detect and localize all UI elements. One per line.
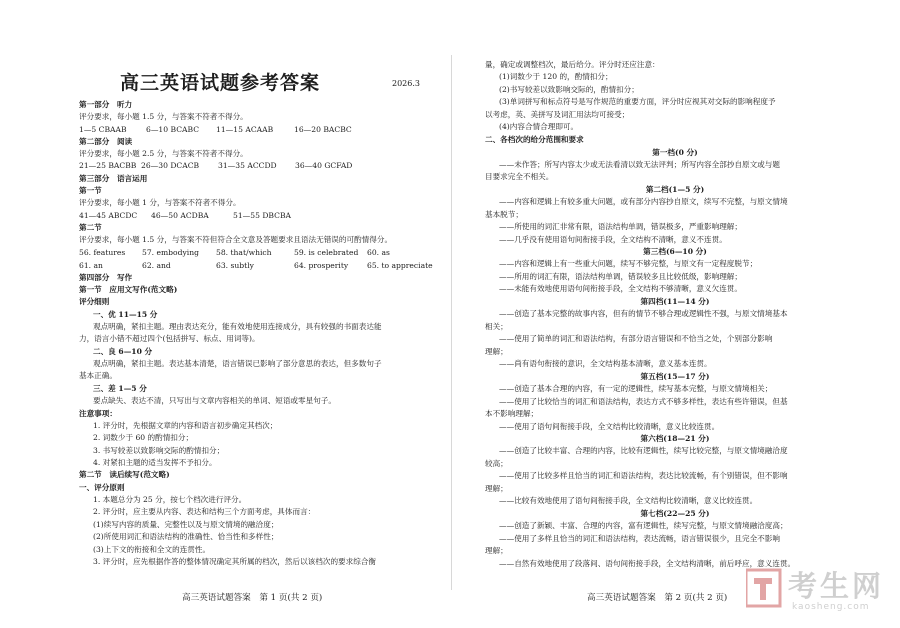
note-item: 1. 评分时，先根据文章的内容和语言初步确定其档次； [93, 421, 278, 430]
section-3-answers-row-1 [79, 248, 390, 258]
band-4-heading: 第四档(11—14 分) [640, 297, 710, 306]
section-2-rule: 评分要求，每小题 2.5 分，与答案不符者不得分。 [79, 149, 248, 158]
principle-item: 1. 本题总分为 25 分，按七个档次进行评分。 [93, 495, 247, 504]
band-6-line: ——使用了比较多样且恰当的词汇和语法结构，表达比较流畅，有个别错误，但不影响 [499, 471, 788, 480]
section-1-heading: 第一部分 听力 [79, 100, 133, 109]
answer-group: 41—45 ABCDC [79, 211, 138, 220]
section-3-part-2: 第二节 [79, 223, 102, 232]
band-7-heading: 第七档(22—25 分) [640, 509, 710, 518]
band-4-line: 相关； [485, 322, 508, 331]
intro-line: 量，确定或调整档次，最后给分。评分时还应注意： [485, 60, 660, 69]
answer-group: 21—25 BACBB [79, 161, 137, 170]
section-3-rule-2: 评分要求，每小题 1.5 分，与答案不符但符合全文意及答题要求且语法无错误的可酌情得分。 [79, 235, 393, 244]
band-6-line: ——比较有效地使用了语句间衔接手段，全文结构比较清晰，意义比较连贯。 [499, 496, 758, 505]
band-6-line: 理解； [485, 484, 508, 493]
grade-good-desc: 基本正确。 [79, 371, 117, 380]
answer-group: 31—35 ACCDD [218, 161, 277, 170]
band-1-heading: 第一档(0 分) [652, 148, 698, 157]
band-6-line: 较高； [485, 459, 508, 468]
band-7-line: ——自然有效地使用了段落间、语句间衔接手段，全文结构清晰，前后呼应，意义连贯。 [499, 559, 796, 568]
intro-line: 以考虑，英、美拼写及词汇用法均可接受； [485, 110, 630, 119]
principle-item: 2. 评分时，应主要从内容、表达和结构三个方面考虑，具体而言： [93, 507, 316, 516]
answer-item: 64. prosperity [294, 261, 349, 270]
section-4-part-2: 第二节 读后续写(范文略) [79, 470, 170, 479]
answer-item: 65. to appreciate [367, 261, 433, 270]
section-3-answers-1 [79, 211, 291, 221]
band-4-line: 理解； [485, 347, 508, 356]
principles-heading: 一、评分原则 [79, 483, 125, 492]
answer-item: 63. subtly [216, 261, 254, 270]
band-5-line: 本不影响理解； [485, 409, 539, 418]
grade-good-desc: 观点明确，紧扣主题。表达基本清楚，语言错误已影响了部分意思的表达，但多数句子 [93, 359, 382, 368]
band-2-line: ——几乎没有使用语句间衔接手段，全文结构不清晰，意义不连贯。 [499, 235, 727, 244]
section-2-answers [79, 161, 352, 171]
page-2-footer: 高三英语试题答案 第 2 页(共 2 页) [587, 593, 728, 603]
band-5-heading: 第五档(15—17 分) [640, 372, 710, 381]
intro-line: (3)单词拼写和标点符号是写作规范的重要方面，评分时应视其对交际的影响程度予 [499, 97, 776, 106]
intro-line: (1)词数少于 120 的，酌情扣分； [499, 72, 613, 81]
principle-item: (2)所使用词汇和语法结构的准确性、恰当性和多样性； [93, 532, 279, 541]
answer-item: 57. embodying [142, 248, 199, 257]
answer-item: 61. an [79, 261, 103, 270]
grade-good: 二、良 6—10 分 [93, 347, 153, 356]
band-3-heading: 第三档(6—10 分) [643, 247, 707, 256]
band-5-line: ——创造了基本合理的内容，有一定的逻辑性，续写基本完整，与原文情境相关； [499, 384, 773, 393]
intro-line: (4)内容合情合理即可。 [499, 122, 579, 131]
band-2-line: ——所使用的词汇非常有限，语法结构单调，错误极多，严重影响理解； [499, 222, 742, 231]
answer-item: 59. is celebrated [294, 248, 359, 257]
section-2-heading: 第二部分 阅读 [79, 137, 133, 146]
answer-group: 11—15 ACAAB [216, 125, 274, 134]
kaosheng-logo-icon [746, 568, 782, 608]
grade-excellent-desc: 观点明确，紧扣主题。理由表达充分，能有效地使用连接成分，具有较强的书面表达能 [93, 322, 382, 331]
band-6-heading: 第六档(18—21 分) [640, 434, 710, 443]
band-4-line: ——尚有语句衔接的意识，全文结构基本清晰，意义基本连贯。 [499, 359, 712, 368]
band-7-line: ——创造了新颖、丰富、合理的内容，富有逻辑性，续写完整，与原文情境融洽度高； [499, 521, 788, 530]
grade-excellent-desc: 力，语言小错不超过四个(包括拼写、标点、用词等)。 [79, 334, 260, 343]
principle-item: 3. 评分时，应先根据作答的整体情况确定其所属的档次，然后以该档次的要求综合衡 [93, 557, 377, 566]
answer-item: 56. features [79, 248, 126, 257]
answer-item: 60. as [367, 248, 390, 257]
answer-group: 26—30 DCACB [141, 161, 200, 170]
band-1-line: ——未作答；所写内容太少或无法看清以致无法评判；所写内容全部抄自原文或与题 [499, 160, 780, 169]
band-3-line: ——所用的词汇有限，语法结构单调，错误较多且比较低级，影响理解； [499, 272, 742, 281]
band-3-line: ——未能有效地使用语句间衔接手段，全文结构不够清晰，意义欠连贯。 [499, 284, 742, 293]
band-4-line: ——创造了基本完整的故事内容，但有的情节不够合理或逻辑性不强，与原文情境基本 [499, 309, 788, 318]
note-item: 3. 书写较差以致影响交际的酌情扣分； [93, 446, 225, 455]
band-1-line: 目要求完全不相关。 [485, 172, 554, 181]
standards-heading: 二、各档次的给分范围和要求 [485, 135, 584, 144]
answer-item: 58. that/which [216, 248, 272, 257]
band-6-line: ——创造了比较丰富、合理的内容，比较有逻辑性，续写比较完整，与原文情境融洽度 [499, 446, 788, 455]
note-item: 2. 词数少于 60 的酌情扣分； [93, 433, 194, 442]
section-3-part-1: 第一节 [79, 186, 102, 195]
watermark-text: 考生网 [788, 569, 885, 603]
intro-line: (2)书写较差以致影响交际的，酌情扣分； [499, 85, 639, 94]
band-2-line: 基本脱节； [485, 210, 523, 219]
grade-poor-desc: 要点缺失、表达不清，只写出与文章内容相关的单词、短语或零星句子。 [93, 396, 336, 405]
kaosheng-watermark [746, 562, 896, 622]
answer-group: 51—55 DBCBA [233, 211, 292, 220]
section-4-part-1: 第一节 应用文写作(范文略) [79, 285, 178, 294]
band-2-line: ——内容和逻辑上有较多重大问题，或有部分内容抄自原文，续写不完整，与原文情境 [499, 197, 788, 206]
grade-excellent: 一、优 11—15 分 [93, 310, 158, 319]
band-4-line: ——使用了简单的词汇和语法结构，有部分语言错误和不恰当之处，个别部分影响 [499, 334, 773, 343]
watermark-url: kaosheng.com [792, 602, 870, 612]
answer-item: 62. and [142, 261, 171, 270]
section-4-heading: 第四部分 写作 [79, 273, 133, 282]
answer-group: 6—10 BCABC [146, 125, 200, 134]
answer-group: 1—5 CBAAB [79, 125, 127, 134]
section-3-heading: 第三部分 语言运用 [79, 174, 148, 183]
answer-group: 46—50 ACDBA [151, 211, 209, 220]
grade-poor: 三、差 1—5 分 [93, 384, 147, 393]
note-item: 4. 对紧扣主题的适当发挥不予扣分。 [93, 458, 217, 467]
page-1-footer: 高三英语试题答案 第 1 页(共 2 页) [182, 593, 323, 603]
principle-item: (3)上下文的衔接和全文的连贯性。 [93, 545, 211, 554]
band-7-line: 理解； [485, 546, 508, 555]
band-7-line: ——使用了多样且恰当的词汇和语法结构，表达流畅，语言错误很少，且完全不影响 [499, 534, 780, 543]
section-3-rule-1: 评分要求，每小题 1 分，与答案不符者不得分。 [79, 198, 241, 207]
principle-item: (1)续写内容的质量、完整性以及与原文情境的融洽度； [93, 520, 279, 529]
page-2 [452, 0, 900, 628]
band-2-heading: 第二档(1—5 分) [645, 185, 705, 194]
band-5-line: ——使用了语句间衔接手段，全文结构比较清晰，意义比较连贯。 [499, 422, 720, 431]
notes-heading: 注意事项： [79, 409, 117, 418]
band-3-line: ——内容和逻辑上有一些重大问题，续写不够完整，与原文有一定程度脱节； [499, 259, 758, 268]
section-1-rule: 评分要求，每小题 1.5 分，与答案不符者不得分。 [79, 112, 248, 121]
band-5-line: ——使用了比较恰当的词汇和语法结构，表达方式不够多样性，表达有些许错误，但基 [499, 397, 788, 406]
section-1-answers [79, 125, 352, 135]
criteria-heading: 评分细则 [79, 297, 110, 306]
document-title: 高三英语试题参考答案 [120, 72, 321, 94]
answer-group: 16—20 BACBC [294, 125, 352, 134]
document-date: 2026.3 [392, 79, 420, 88]
answer-group: 36—40 GCFAD [295, 161, 353, 170]
section-3-answers-row-2 [79, 261, 433, 271]
